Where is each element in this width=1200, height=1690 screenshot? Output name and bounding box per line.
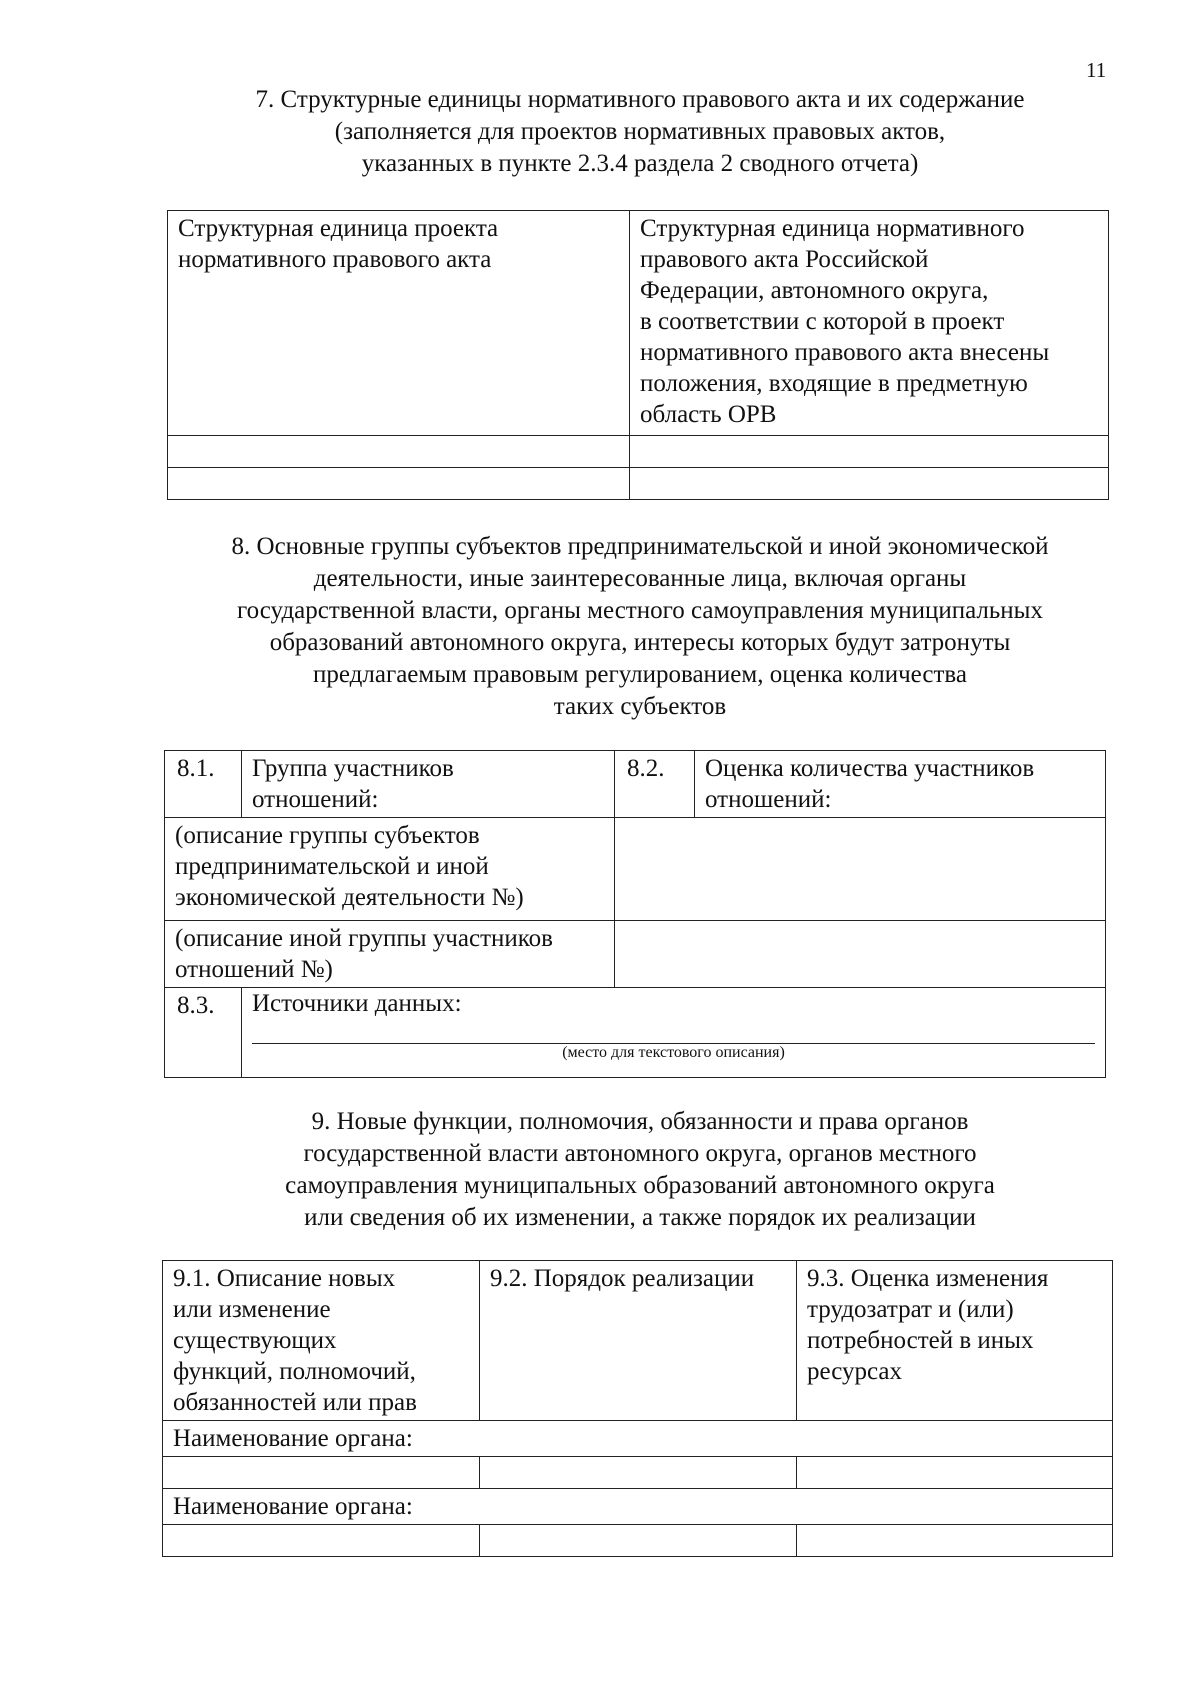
page-number: 11 [1086,58,1107,82]
data-sources-caption: (место для текстового описания) [562,1044,785,1061]
empty-cell[interactable] [168,468,630,500]
header-draft-unit: Структурная единица проекта нормативного правового акта [168,211,630,436]
empty-cell[interactable] [797,1525,1113,1557]
empty-cell[interactable] [797,1457,1113,1489]
participant-groups-table [164,750,1106,1078]
heading-line: государственной власти автономного округа, органов местного [303,1140,977,1167]
organ-name-row: Наименование органа: [163,1421,1113,1457]
data-sources-label: Источники данных: [252,990,462,1017]
empty-cell[interactable] [480,1457,797,1489]
heading-line: предлагаемым правовым регулированием, оценка количества [313,661,967,688]
header-cost-estimate: 9.3. Оценка изменения трудозатрат и (или) потребностей в иных ресурсах [797,1261,1113,1421]
other-group-count[interactable] [615,921,1106,988]
heading-line: государственной власти, органы местного самоуправления муниципальных [237,597,1043,624]
header-federal-unit: Структурная единица нормативного правового акта Российской Федерации, автономного округа, в соответствии с которой в проект нормативного правового акта внесены положения, входящие в предметную область ОРВ [630,211,1109,436]
heading-line: указанных в пункте 2.3.4 раздела 2 сводного отчета) [361,150,919,177]
empty-cell[interactable] [630,436,1109,468]
section-9-heading [160,1106,1120,1234]
empty-cell[interactable] [168,436,630,468]
header-implementation-order: 9.2. Порядок реализации [480,1261,797,1421]
num-8-3: 8.3. [165,988,242,1078]
heading-line: образований автономного округа, интересы которых будут затронуты [269,629,1011,656]
section-7-heading [160,84,1120,180]
heading-line: таких субъектов [553,693,727,720]
heading-line: самоуправления муниципальных образований автономного округа [285,1172,995,1199]
organ-name-row: Наименование органа: [163,1489,1113,1525]
label-participant-group: Группа участников отношений: [242,751,615,818]
num-8-1: 8.1. [165,751,242,818]
data-sources-cell[interactable] [242,988,1106,1078]
header-function-description: 9.1. Описание новых или изменение существующих функций, полномочий, обязанностей или прав [163,1261,480,1421]
empty-cell[interactable] [630,468,1109,500]
heading-line: деятельности, иные заинтересованные лица, включая органы [313,565,967,592]
heading-line: или сведения об их изменении, а также порядок их реализации [304,1204,976,1231]
heading-line: (заполняется для проектов нормативных правовых актов, [334,118,946,145]
empty-cell[interactable] [480,1525,797,1557]
structural-units-table [167,210,1109,500]
heading-line: 7. Структурные единицы нормативного правового акта и их содержание [255,86,1025,113]
label-participant-count: Оценка количества участников отношений: [695,751,1106,818]
empty-cell[interactable] [163,1457,480,1489]
entrepreneur-group-description[interactable]: (описание группы субъектов предпринимательской и иной экономической деятельности №) [165,818,615,921]
heading-line: 9. Новые функции, полномочия, обязанности и права органов [311,1108,969,1135]
num-8-2: 8.2. [615,751,695,818]
section-8-heading [160,531,1120,723]
empty-cell[interactable] [163,1525,480,1557]
data-sources-underline [252,1035,1095,1044]
heading-line: 8. Основные группы субъектов предпринимательской и иной экономической [231,533,1049,560]
other-group-description[interactable]: (описание иной группы участников отношений №) [165,921,615,988]
functions-table [162,1260,1113,1557]
entrepreneur-group-count[interactable] [615,818,1106,921]
